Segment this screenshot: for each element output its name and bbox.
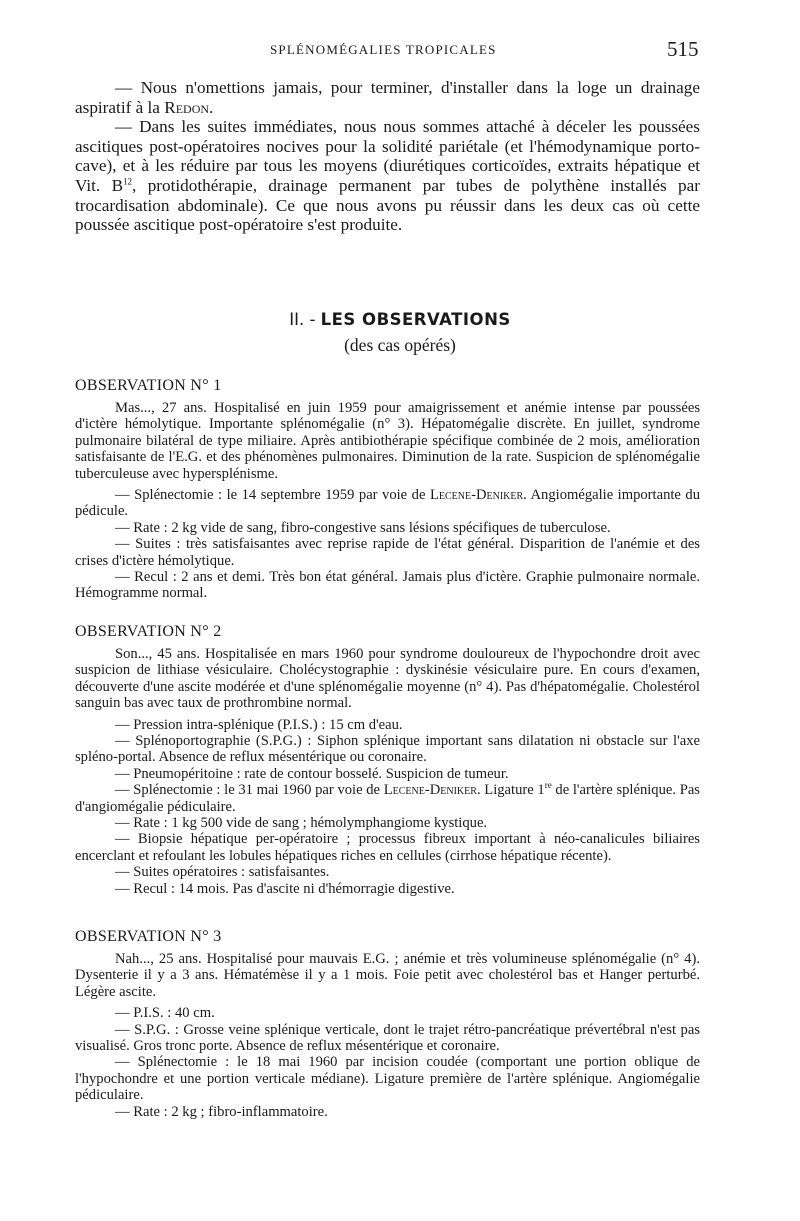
paragraph: — Splénoportographie (S.P.G.) : Siphon splénique important sans dilatation ni obstacle sur l'axe spléno-portal. Absence de reflux mésentérique ou coronaire.	[75, 733, 700, 766]
author-name: Redon	[164, 97, 210, 117]
observation-title: OBSERVATION N° 3	[75, 928, 222, 945]
observation-2	[75, 623, 700, 897]
observation-3	[75, 928, 700, 1120]
paragraph: — Splénectomie : le 18 mai 1960 par incision coudée (comportant une portion oblique de l'hypochondre et une portion verticale médiane). Ligature première de l'artère splénique. Angiomégalie pédiculaire.	[75, 1054, 700, 1104]
section-number: II. -	[289, 310, 321, 329]
paragraph: — Splénectomie : le 14 septembre 1959 par voie de Lecene-Deniker. Angiomégalie importante du pédicule.	[75, 487, 701, 520]
paragraph: — P.I.S. : 40 cm.	[115, 1005, 215, 1022]
paragraph: — Recul : 2 ans et demi. Très bon état général. Jamais plus d'ictère. Graphie pulmonaire normale. Hémogramme normal.	[75, 569, 700, 602]
paragraph: — Suites opératoires : satisfaisantes.	[115, 864, 330, 881]
running-header	[0, 37, 800, 64]
paragraph: Mas..., 27 ans. Hospitalisé en juin 1959 pour amaigrissement et anémie intense par poussées d'ictère hémolytique. Importante splénomégalie (n° 3). Hépatomégalie discrète. En juillet, syndrome pulmonaire bilatéral de type miliaire. Après antibiothérapie spécifique combinée de 2 mois, amélioration satisfaisante de l'E.G. et des phénomènes pulmonaires. Diminution de la rate. Suspicion de splénomégalie tuberculeuse avec hypersplénisme.	[75, 400, 700, 482]
section-subtitle: (des cas opérés)	[344, 335, 456, 355]
paragraph: — Dans les suites immédiates, nous nous sommes attaché à déceler les poussées ascitiques post-opératoires nocives pour la solidité pariétale (et l'hémodynamique porto-cave), et à les réduire par tous les moyens (diurétiques corticoïdes, extraits hépatique et Vit. $B^{12}$, protidothérapie, drainage permanent par tubes de polythène installés par trocardisation abdominale). Ce que nous avons pu réussir dans les deux cas où cette poussée ascitique post-opératoire s'est produite.	[75, 117, 700, 235]
paragraph: — Suites : très satisfaisantes avec reprise rapide de l'état général. Disparition de l'anémie et des crises d'ictère hémolytique.	[75, 536, 700, 569]
section-heading	[0, 310, 800, 356]
running-title: SPLÉNOMÉGALIES TROPICALES	[270, 42, 497, 57]
paragraph: — Rate : 1 kg 500 vide de sang ; hémolymphangiome kystique.	[115, 815, 488, 832]
paragraph: — Pneumopéritoine : rate de contour bosselé. Suspicion de tumeur.	[115, 765, 509, 782]
paragraph: — Recul : 14 mois. Pas d'ascite ni d'hémorragie digestive.	[115, 880, 455, 897]
paragraph: Son..., 45 ans. Hospitalisée en mars 1960 pour syndrome douloureux de l'hypochondre droit avec suspicion de lithiase vésiculaire. Cholécystographie : dyskinésie vésiculaire pure. En cours d'examen, découverte d'une ascite modérée et d'une splénomégalie moyenne (n° 4). Pas d'hépatomégalie. Cholestérol sanguin bas avec taux de prothrombine normal.	[75, 646, 700, 712]
paragraph: — Splénectomie : le 31 mai 1960 par voie de Lecene-Deniker. Ligature 1re de l'artère splénique. Pas d'angiomégalie pédiculaire.	[75, 780, 700, 815]
paragraph: — Rate : 2 kg vide de sang, fibro-congestive sans lésions spécifiques de tuberculose.	[115, 519, 611, 536]
paragraph: — Nous n'omettions jamais, pour terminer, d'installer dans la loge un drainage aspiratif à la Redon.	[75, 78, 700, 117]
observation-title: OBSERVATION N° 2	[75, 623, 222, 640]
paragraph: Nah..., 25 ans. Hospitalisé pour mauvais E.G. ; anémie et très volumineuse splénomégalie (n° 4). Dysenterie il y a 3 ans. Hématémèse il y a 1 mois. Foie petit avec cholestérol bas et Hanger perturbé. Légère ascite.	[75, 951, 700, 1000]
paragraph: — Biopsie hépatique per-opératoire ; processus fibreux important à néo-canalicules biliaires encerclant et refoulant les lobules hépatiques riches en cellules (cirrhose hépatique récente).	[75, 831, 700, 864]
paragraph: — Rate : 2 kg ; fibro-inflammatoire.	[115, 1103, 328, 1120]
paragraph: — Pression intra-splénique (P.I.S.) : 15 cm d'eau.	[115, 716, 403, 733]
intro-text	[75, 78, 700, 235]
observation-1	[75, 377, 700, 602]
paragraph: — S.P.G. : Grosse veine splénique verticale, dont le trajet rétro-pancréatique prévertébral n'est pas visualisé. Gros tronc porte. Absence de reflux mésentérique et coronaire.	[75, 1021, 700, 1055]
section-title: LES OBSERVATIONS	[320, 310, 511, 329]
observation-title: OBSERVATION N° 1	[75, 377, 222, 394]
page-number: 515	[667, 37, 699, 61]
